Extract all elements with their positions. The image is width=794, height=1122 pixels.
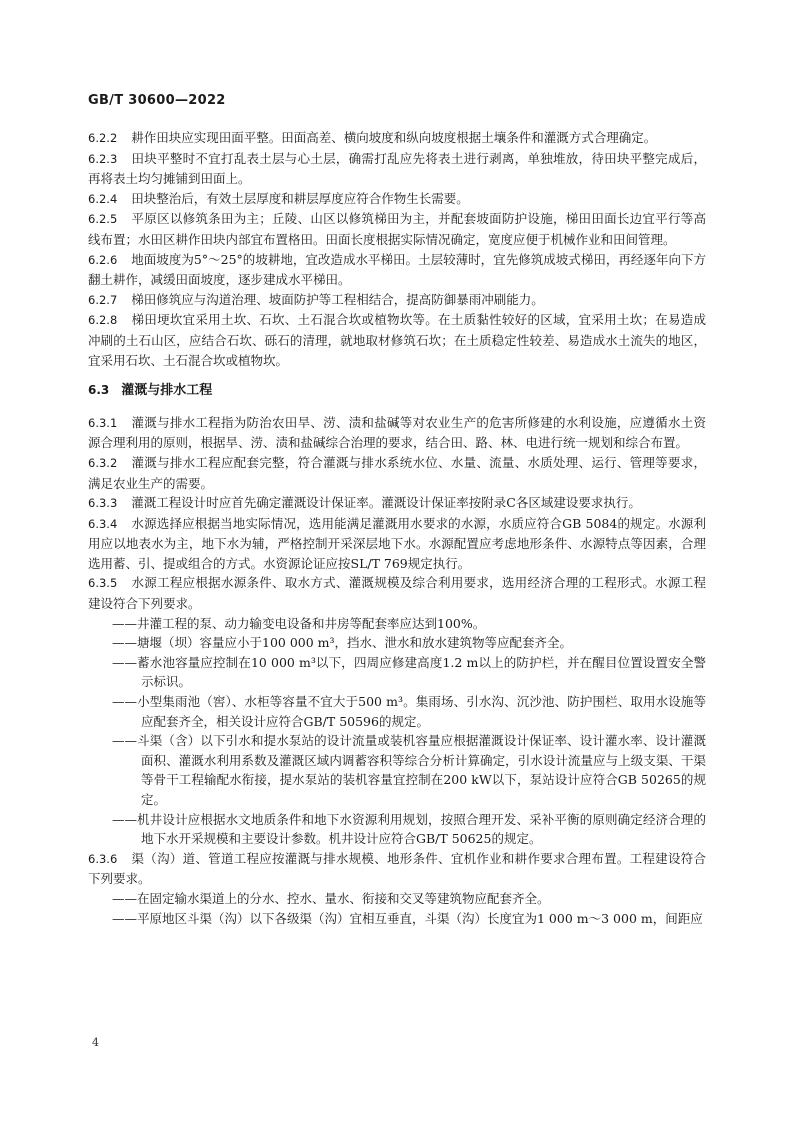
list-item: ——井灌工程的泵、动力输变电设备和井房等配套率应达到100%。 (112, 615, 486, 631)
clause-6-3-4: 6.3.4 水源选择应根据当地实际情况，选用能满足灌溉用水要求的水源，水质应符合GB 5084的规定。水源利用应以地表水为主，地下水为辅，严格控制开采深层地下水。水源配置应考虑地形条件、水源特点等因素，合理选用蓄、引、提或组合的方式。水资源论证应按SL/T 769规定执行。 (88, 515, 706, 571)
document-body (88, 128, 706, 928)
list-item: ——塘堰（坝）容量应小于100 000 m³，挡水、泄水和放水建筑物等应配套齐全。 (112, 635, 573, 651)
list-item: ——平原地区斗渠（沟）以下各级渠（沟）宜相互垂直，斗渠（沟）长度宜为1 000 m～3 000 m，间距应 (112, 910, 703, 926)
section-heading-6-3: 6.3 灌溉与排水工程 (88, 383, 213, 399)
clause-6-2-8: 6.2.8 梯田埂坎宜采用土坎、石坎、土石混合坎或植物坎等。在土质黏性较好的区域，宜采用土坎；在易造成冲刷的土石山区，应结合石坎、砾石的清理，就地取材修筑石坎；在土质稳定性较差、易造成水土流失的地区，宜采用石坎、土石混合坎或植物坎。 (88, 312, 706, 368)
clause-6-2-5: 6.2.5 平原区以修筑条田为主；丘陵、山区以修筑梯田为主，并配套坡面防护设施，梯田田面长边宜平行等高线布置；水田区耕作田块内部宜布置格田。田面长度根据实际情况确定，宽度应便于机械作业和田间管理。 (88, 211, 706, 247)
list-item: ——斗渠（含）以下引水和提水泵站的设计流量或装机容量应根据灌溉设计保证率、设计灌水率、设计灌溉面积、灌溉水利用系数及灌溉区域内调蓄容积等综合分析计算确定，引水设计流量应与上级支渠、干渠等骨干工程输配水衔接，提水泵站的装机容量宜控制在200 kW以下，泵站设计应符合GB 50265的规定。 (112, 733, 706, 807)
list-item: ——蓄水池容量应控制在10 000 m³以下，四周应修建高度1.2 m以上的防护栏，并在醒目位置设置安全警示标识。 (112, 654, 706, 690)
clause-6-3-6: 6.3.6 渠（沟）道、管道工程应按灌溉与排水规模、地形条件、宜机作业和耕作要求合理布置。工程建设符合下列要求。 (88, 850, 706, 887)
clause-6-2-2: 6.2.2 耕作田块应实现田面平整。田面高差、横向坡度和纵向坡度根据土壤条件和灌溉方式合理确定。 (88, 130, 657, 145)
document-header: GB/T 30600—2022 (88, 93, 226, 108)
clause-6-2-6: 6.2.6 地面坡度为5°～25°的坡耕地，宜改造成水平梯田。土层较薄时，宜先修筑成坡式梯田，再经逐年向下方翻土耕作，减缓田面坡度，逐步建成水平梯田。 (88, 251, 706, 288)
page-number: 4 (92, 1036, 99, 1049)
clause-6-2-3: 6.2.3 田块平整时不宜打乱表土层与心土层，确需打乱应先将表土进行剥离，单独堆放，待田块平整完成后，再将表土均匀摊铺到田面上。 (88, 150, 706, 187)
clause-6-3-5: 6.3.5 水源工程应根据水源条件、取水方式、灌溉规模及综合利用要求，选用经济合理的工程形式。水源工程建设符合下列要求。 (88, 575, 706, 612)
clause-6-3-3: 6.3.3 灌溉工程设计时应首先确定灌溉设计保证率。灌溉设计保证率按附录C各区域建设要求执行。 (88, 495, 641, 511)
clause-6-2-4: 6.2.4 田块整治后，有效土层厚度和耕层厚度应符合作物生长需要。 (88, 190, 469, 206)
clause-6-2-7: 6.2.7 梯田修筑应与沟道治理、坡面防护等工程相结合，提高防御暴雨冲刷能力。 (88, 291, 544, 307)
clause-6-3-2: 6.3.2 灌溉与排水工程应配套完整，符合灌溉与排水系统水位、水量、流量、水质处理、运行、管理等要求，满足农业生产的需要。 (88, 454, 706, 491)
list-item: ——在固定输水渠道上的分水、控水、量水、衔接和交叉等建筑物应配套齐全。 (112, 890, 550, 906)
list-item: ——机井设计应根据水文地质条件和地下水资源利用规划，按照合理开发、采补平衡的原则确定经济合理的地下水开采规模和主要设计参数。机井设计应符合GB/T 50625的规定。 (112, 811, 706, 847)
list-item: ——小型集雨池（窖）、水柜等容量不宜大于500 m³。集雨场、引水沟、沉沙池、防护围栏、取用水设施等应配套齐全，相关设计应符合GB/T 50596的规定。 (112, 694, 706, 729)
clause-6-3-1: 6.3.1 灌溉与排水工程指为防治农田旱、涝、渍和盐碱等对农业生产的危害所修建的水利设施，应遵循水土资源合理利用的原则，根据旱、涝、渍和盐碱综合治理的要求，结合田、路、林、电进行统一规划和综合布置。 (88, 414, 706, 451)
